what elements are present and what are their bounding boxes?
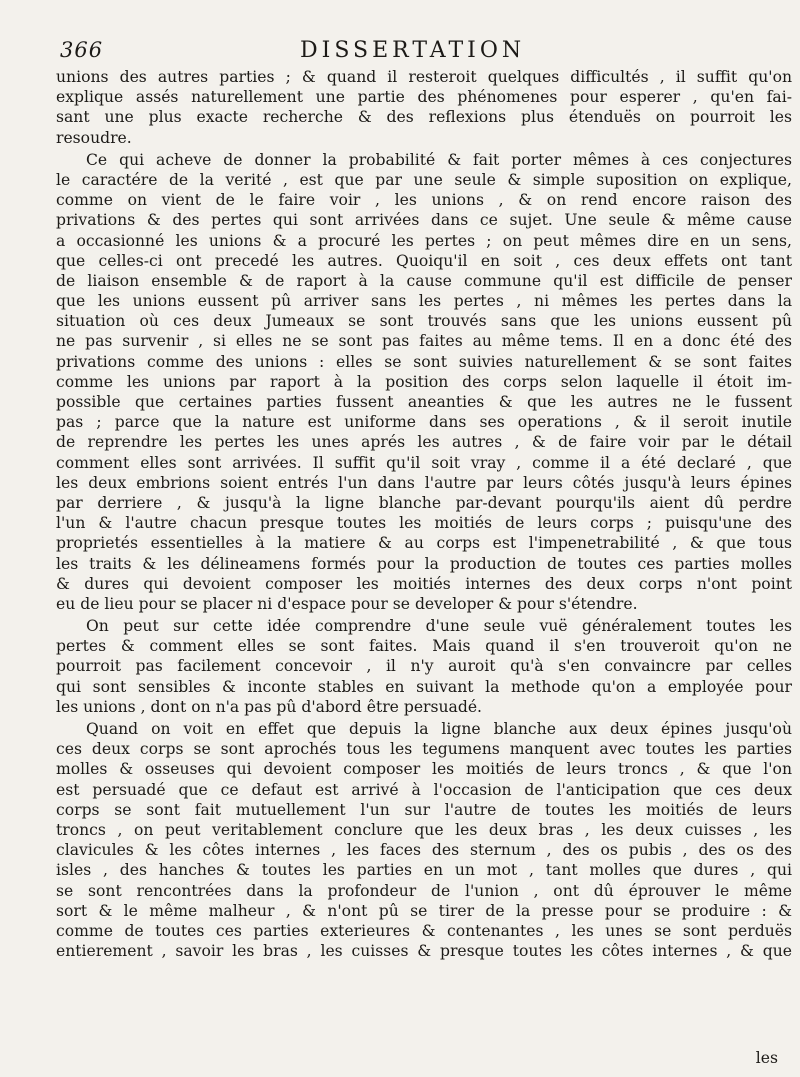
page-number: 366 <box>60 38 104 62</box>
text-line: se sont rencontrées dans la profondeur de l'union , ont dû éprouver le même <box>56 881 792 900</box>
text-line: Ce qui acheve de donner la probabilité & fait porter mêmes à ces conjectures <box>86 150 792 169</box>
text-line: isles , des hanches & toutes les parties en un mot , tant molles que dures , qui <box>56 861 792 880</box>
text-line: proprietés essentielles à la matiere & au corps est l'impenetrabilité , & que tous <box>56 534 792 553</box>
catchword: les <box>755 1049 778 1067</box>
text-line: sant une plus exacte recherche & des reflexions plus étenduës on pourroit les <box>56 108 792 127</box>
text-line: de reprendre les pertes les unes aprés les autres , & de faire voir par le détail <box>56 433 792 452</box>
text-line: est persuadé que ce defaut est arrivé à l'occasion de l'anticipation que ces deux <box>56 780 792 799</box>
text-line: les deux embrions soient entrés l'un dans l'autre par leurs côtés jusqu'à leurs épines <box>56 473 792 492</box>
text-line: que celles-ci ont precedé les autres. Quoiqu'il en soit , ces deux effets ont tant <box>56 251 792 270</box>
text-line: sort & le même malheur , & n'ont pû se tirer de la presse pour se produire : & <box>56 901 792 920</box>
text-line: pas ; parce que la nature est uniforme dans ses operations , & il seroit inutile <box>56 413 792 432</box>
text-line: les unions , dont on n'a pas pû d'abord être persuadé. <box>56 697 483 716</box>
text-line: les traits & les délineamens formés pour la production de toutes ces parties molles <box>56 554 792 573</box>
text-line: qui sont sensibles & inconte stables en suivant la methode qu'on a employée pour <box>56 677 792 696</box>
text-line: molles & osseuses qui devoient composer les moitiés de leurs troncs , & que l'on <box>56 760 792 779</box>
text-line: eu de lieu pour se placer ni d'espace pour se developer & pour s'étendre. <box>56 594 638 613</box>
text-line: situation où ces deux Jumeaux se sont trouvés sans que les unions eussent pû <box>56 312 792 331</box>
text-line: possible que certaines parties fussent aneanties & que les autres ne le fussent <box>56 393 792 411</box>
text-line: clavicules & les côtes internes , les faces des sternum , des os pubis , des os des <box>56 841 792 860</box>
text-line: l'un & l'autre chacun presque toutes les moitiés de leurs corps ; puisqu'une des <box>56 514 792 533</box>
text-line: pertes & comment elles se sont faites. Mais quand il s'en trouveroit qu'on ne <box>56 637 792 656</box>
paragraph <box>56 616 792 717</box>
text-line: privations & des pertes qui sont arrivées dans ce sujet. Une seule & même cause <box>56 211 792 230</box>
text-line: & dures qui devoient composer les moitiés internes des deux corps n'ont point <box>56 574 792 593</box>
text-line: corps se sont fait mutuellement l'un sur l'autre de toutes les moitiés de leurs <box>56 800 792 819</box>
text-line: troncs , on peut veritablement conclure que les deux bras , les deux cuisses , les <box>56 820 792 839</box>
running-title: DISSERTATION <box>300 38 526 63</box>
text-line: a occasionné les unions & a procuré les pertes ; on peut mêmes dire en un sens, <box>56 231 792 250</box>
text-line: ne pas survenir , si elles ne se sont pas faites au même tems. Il en a donc été des <box>56 332 792 351</box>
text-line: pourroit pas facilement concevoir , il n'y auroit qu'à s'en convaincre par celles <box>56 657 792 676</box>
text-line: comme on vient de le faire voir , les unions , & on rend encore raison des <box>56 191 792 210</box>
text-line: unions des autres parties ; & quand il resteroit quelques difficultés , il suffit qu'on <box>56 68 792 86</box>
paragraph <box>56 67 792 148</box>
text-line: comment elles sont arrivées. Il suffit qu'il soit vray , comme il a été declaré , que <box>56 453 792 472</box>
text-line: On peut sur cette idée comprendre d'une seule vuë généralement toutes les <box>86 617 792 636</box>
text-line: que les unions eussent pû arriver sans les pertes , ni mêmes les pertes dans la <box>56 292 792 311</box>
paragraph <box>56 150 792 614</box>
text-line: par derriere , & jusqu'à la ligne blanche par-devant pourqu'ils aient dû perdre <box>56 493 792 512</box>
text-line: resoudre. <box>56 128 132 147</box>
text-line: Quand on voit en effet que depuis la ligne blanche aux deux épines jusqu'où <box>86 720 792 738</box>
text-line: comme les unions par raport à la position des corps selon laquelle il étoit im- <box>56 372 792 391</box>
text-line: ces deux corps se sont aprochés tous les tegumens manquent avec toutes les parties <box>56 740 792 759</box>
paragraph <box>56 719 792 961</box>
body-text <box>56 67 792 963</box>
text-line: privations comme des unions : elles se sont suivies naturellement & se sont faites <box>56 352 792 371</box>
text-line: de liaison ensemble & de raport à la cause commune qu'il est difficile de penser <box>56 271 792 290</box>
text-line: explique assés naturellement une partie des phénomenes pour esperer , qu'en fai- <box>56 88 792 107</box>
text-line: entierement , savoir les bras , les cuisses & presque toutes les côtes internes , & que <box>56 942 792 961</box>
text-line: comme de toutes ces parties exterieures & contenantes , les unes se sont perduës <box>56 921 792 940</box>
text-line: le caractére de la verité , est que par une seule & simple suposition on explique, <box>56 170 792 189</box>
page-header <box>60 38 760 66</box>
